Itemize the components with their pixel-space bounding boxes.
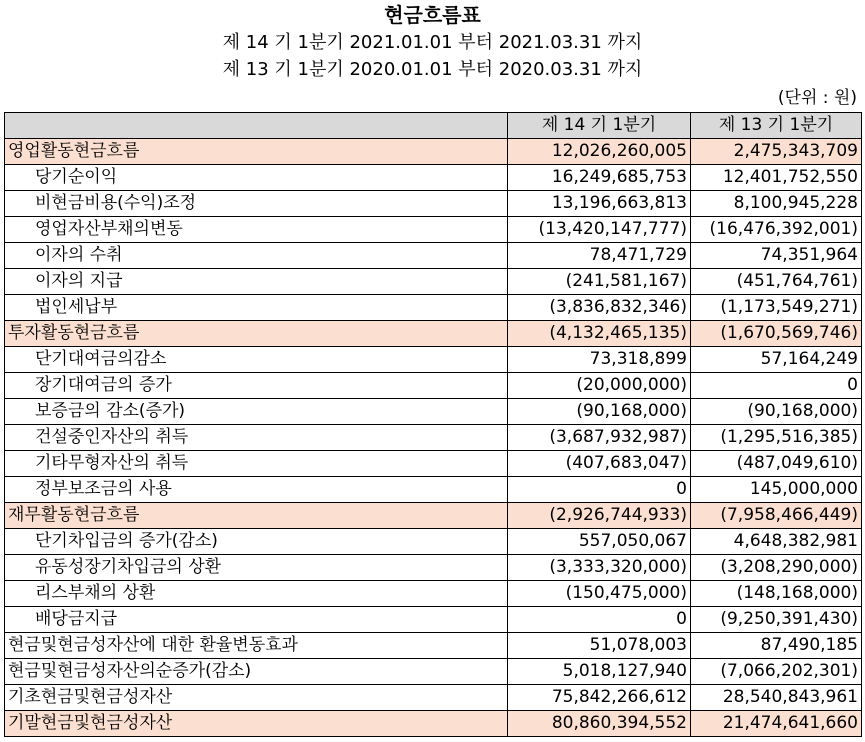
row-label: 투자활동현금흐름: [5, 321, 508, 347]
table-row: [5, 477, 862, 503]
row-label: 장기대여금의 증가: [5, 373, 508, 399]
prior-period-value: (451,764,761): [691, 269, 862, 295]
table-row: [5, 269, 862, 295]
row-label: 영업자산부채의변동: [5, 217, 508, 243]
current-period-value: (150,475,000): [508, 581, 691, 607]
current-period-value: 5,018,127,940: [508, 659, 691, 685]
prior-period-value: 28,540,843,961: [691, 685, 862, 711]
prior-period-value: 145,000,000: [691, 477, 862, 503]
table-row: [5, 555, 862, 581]
prior-period-value: (16,476,392,001): [691, 217, 862, 243]
table-row: [5, 425, 862, 451]
section-row: [5, 321, 862, 347]
row-label: 보증금의 감소(증가): [5, 399, 508, 425]
table-row: [5, 295, 862, 321]
table-row: [5, 607, 862, 633]
current-period-value: (407,683,047): [508, 451, 691, 477]
unit-label: (단위 : 원): [777, 88, 857, 108]
prior-period-value: (1,173,549,271): [691, 295, 862, 321]
prior-period-value: (3,208,290,000): [691, 555, 862, 581]
row-label: 영업활동현금흐름: [5, 139, 508, 165]
header-current-period: 제 14 기 1분기: [508, 113, 691, 139]
header-prior-period: 제 13 기 1분기: [691, 113, 862, 139]
table-header-row: [5, 113, 862, 139]
table-row: [5, 581, 862, 607]
period-prior: 제 13 기 1분기 2020.01.01 부터 2020.03.31 까지: [222, 59, 643, 80]
current-period-value: 13,196,663,813: [508, 191, 691, 217]
current-period-value: 73,318,899: [508, 347, 691, 373]
current-period-value: (3,333,320,000): [508, 555, 691, 581]
table-row: [5, 451, 862, 477]
prior-period-value: 12,401,752,550: [691, 165, 862, 191]
table-row: [5, 347, 862, 373]
prior-period-value: (487,049,610): [691, 451, 862, 477]
row-label: 비현금비용(수익)조정: [5, 191, 508, 217]
current-period-value: 0: [508, 477, 691, 503]
table-row: [5, 373, 862, 399]
table-row: [5, 165, 862, 191]
prior-period-value: (7,958,466,449): [691, 503, 862, 529]
table-row: [5, 685, 862, 711]
prior-period-value: (7,066,202,301): [691, 659, 862, 685]
section-row: [5, 711, 862, 737]
row-label: 단기대여금의감소: [5, 347, 508, 373]
header-blank-cell: [5, 113, 508, 139]
row-label: 이자의 지급: [5, 269, 508, 295]
current-period-value: (13,420,147,777): [508, 217, 691, 243]
table-row: [5, 399, 862, 425]
current-period-value: (4,132,465,135): [508, 321, 691, 347]
table-row: [5, 659, 862, 685]
table-body: [5, 139, 862, 737]
prior-period-value: 2,475,343,709: [691, 139, 862, 165]
table-row: [5, 243, 862, 269]
current-period-value: 80,860,394,552: [508, 711, 691, 737]
row-label: 단기차입금의 증가(감소): [5, 529, 508, 555]
prior-period-value: 4,648,382,981: [691, 529, 862, 555]
current-period-value: 0: [508, 607, 691, 633]
row-label: 재무활동현금흐름: [5, 503, 508, 529]
current-period-value: 557,050,067: [508, 529, 691, 555]
prior-period-value: (9,250,391,430): [691, 607, 862, 633]
current-period-value: 51,078,003: [508, 633, 691, 659]
row-label: 법인세납부: [5, 295, 508, 321]
prior-period-value: 87,490,185: [691, 633, 862, 659]
table-row: [5, 191, 862, 217]
row-label: 기타무형자산의 취득: [5, 451, 508, 477]
current-period-value: (20,000,000): [508, 373, 691, 399]
table-row: [5, 633, 862, 659]
prior-period-value: 0: [691, 373, 862, 399]
current-period-value: (2,926,744,933): [508, 503, 691, 529]
section-row: [5, 503, 862, 529]
section-row: [5, 139, 862, 165]
row-label: 정부보조금의 사용: [5, 477, 508, 503]
prior-period-value: (148,168,000): [691, 581, 862, 607]
cash-flow-table: [4, 112, 862, 737]
current-period-value: (90,168,000): [508, 399, 691, 425]
current-period-value: (3,836,832,346): [508, 295, 691, 321]
current-period-value: 78,471,729: [508, 243, 691, 269]
statement-title: 현금흐름표: [384, 3, 481, 27]
current-period-value: 16,249,685,753: [508, 165, 691, 191]
row-label: 당기순이익: [5, 165, 508, 191]
current-period-value: 12,026,260,005: [508, 139, 691, 165]
prior-period-value: 8,100,945,228: [691, 191, 862, 217]
row-label: 기초현금및현금성자산: [5, 685, 508, 711]
row-label: 이자의 수취: [5, 243, 508, 269]
row-label: 현금및현금성자산에 대한 환율변동효과: [5, 633, 508, 659]
row-label: 리스부채의 상환: [5, 581, 508, 607]
prior-period-value: (1,670,569,746): [691, 321, 862, 347]
row-label: 건설중인자산의 취득: [5, 425, 508, 451]
row-label: 유동성장기차입금의 상환: [5, 555, 508, 581]
prior-period-value: (1,295,516,385): [691, 425, 862, 451]
current-period-value: 75,842,266,612: [508, 685, 691, 711]
period-current: 제 14 기 1분기 2021.01.01 부터 2021.03.31 까지: [222, 32, 643, 53]
prior-period-value: 21,474,641,660: [691, 711, 862, 737]
prior-period-value: (90,168,000): [691, 399, 862, 425]
current-period-value: (3,687,932,987): [508, 425, 691, 451]
current-period-value: (241,581,167): [508, 269, 691, 295]
row-label: 기말현금및현금성자산: [5, 711, 508, 737]
row-label: 배당금지급: [5, 607, 508, 633]
prior-period-value: 57,164,249: [691, 347, 862, 373]
row-label: 현금및현금성자산의순증가(감소): [5, 659, 508, 685]
table-row: [5, 529, 862, 555]
prior-period-value: 74,351,964: [691, 243, 862, 269]
table-row: [5, 217, 862, 243]
